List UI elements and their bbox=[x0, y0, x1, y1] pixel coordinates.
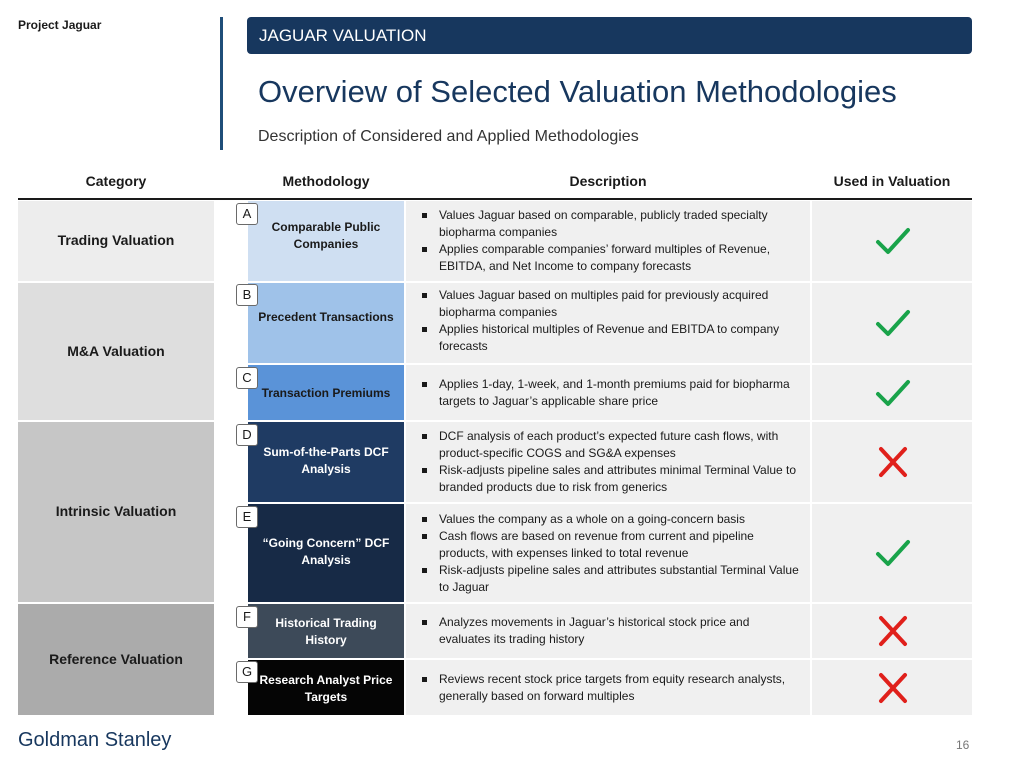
description-bullet: Applies comparable companies’ forward multiples of Revenue, EBITDA, and Net Income to company forecasts bbox=[420, 241, 800, 275]
section-banner bbox=[247, 17, 972, 54]
methodology-letter-badge: G bbox=[236, 661, 258, 683]
methodology-historical-trading-history bbox=[248, 604, 404, 658]
used-in-valuation-cell bbox=[812, 660, 972, 715]
methodology-letter-badge: B bbox=[236, 284, 258, 306]
page-number: 16 bbox=[956, 738, 970, 752]
methodology-sum-of-the-parts-dcf bbox=[248, 422, 404, 502]
description-bullet: Values Jaguar based on multiples paid for previously acquired biopharma companies bbox=[420, 287, 800, 321]
description-cell bbox=[406, 422, 810, 502]
check-icon bbox=[874, 225, 912, 257]
description-bullet: Applies 1-day, 1-week, and 1-month premiums paid for biopharma targets to Jaguar’s applicable share price bbox=[420, 376, 800, 410]
description-list bbox=[406, 376, 810, 410]
used-in-valuation-cell bbox=[812, 365, 972, 420]
description-bullet: Risk-adjusts pipeline sales and attributes minimal Terminal Value to branded products due to risk from generics bbox=[420, 462, 800, 496]
methodology-comparable-public-companies bbox=[248, 201, 404, 281]
project-name: Project Jaguar bbox=[18, 18, 102, 32]
column-header-category: Category bbox=[85, 173, 147, 189]
description-list bbox=[406, 207, 810, 275]
category-label: Reference Valuation bbox=[49, 650, 183, 667]
methodology-label: “Going Concern” DCF Analysis bbox=[262, 536, 390, 567]
check-icon bbox=[874, 377, 912, 409]
check-icon bbox=[874, 537, 912, 569]
used-in-valuation-cell bbox=[812, 504, 972, 602]
description-bullet: Reviews recent stock price targets from equity research analysts, generally based on forward multiples bbox=[420, 671, 800, 705]
methodology-letter-badge: C bbox=[236, 367, 258, 389]
category-reference-valuation bbox=[18, 604, 214, 715]
footer-brand: Goldman Stanley bbox=[18, 729, 172, 751]
used-in-valuation-cell bbox=[812, 283, 972, 363]
category-label: Intrinsic Valuation bbox=[55, 503, 177, 519]
used-in-valuation-cell bbox=[812, 422, 972, 502]
methodology-letter-badge: A bbox=[236, 203, 258, 225]
description-list bbox=[406, 614, 810, 648]
methodology-precedent-transactions bbox=[248, 283, 404, 363]
description-cell bbox=[406, 604, 810, 658]
description-cell bbox=[406, 660, 810, 715]
header-divider bbox=[220, 17, 223, 150]
description-list bbox=[406, 671, 810, 705]
cross-icon bbox=[874, 672, 912, 704]
methodology-label: Comparable Public Companies bbox=[271, 220, 381, 251]
description-list bbox=[406, 287, 810, 355]
methodology-label: Precedent Transactions bbox=[258, 309, 394, 324]
used-in-valuation-cell bbox=[812, 201, 972, 281]
description-bullet: Analyzes movements in Jaguar’s historical stock price and evaluates its trading history bbox=[420, 614, 800, 648]
methodology-going-concern-dcf bbox=[248, 504, 404, 602]
description-cell bbox=[406, 504, 810, 602]
description-cell bbox=[406, 365, 810, 420]
column-header-description: Description bbox=[569, 173, 647, 189]
used-in-valuation-cell bbox=[812, 604, 972, 658]
cross-icon bbox=[874, 446, 912, 478]
category-ma-valuation bbox=[18, 283, 214, 420]
methodology-letter-badge: D bbox=[236, 424, 258, 446]
category-intrinsic-valuation bbox=[18, 422, 214, 602]
cross-icon bbox=[874, 615, 912, 647]
description-list bbox=[406, 428, 810, 496]
description-cell bbox=[406, 201, 810, 281]
description-bullet: Values Jaguar based on comparable, publicly traded specialty biopharma companies bbox=[420, 207, 800, 241]
category-label: Trading Valuation bbox=[57, 232, 175, 248]
category-trading-valuation bbox=[18, 201, 214, 281]
methodology-label: Historical Trading History bbox=[275, 616, 377, 647]
column-header-used: Used in Valuation bbox=[833, 173, 951, 189]
methodology-research-analyst-price-targets bbox=[248, 660, 404, 715]
methodology-label: Sum-of-the-Parts DCF Analysis bbox=[263, 445, 389, 476]
methodology-letter-badge: E bbox=[236, 506, 258, 528]
description-bullet: DCF analysis of each product’s expected future cash flows, with product-specific COGS and SG&A expenses bbox=[420, 428, 800, 462]
methodology-letter-badge: F bbox=[236, 606, 258, 628]
page-title: Overview of Selected Valuation Methodologies bbox=[258, 74, 897, 109]
banner-label: JAGUAR VALUATION bbox=[259, 26, 427, 45]
methodology-label: Transaction Premiums bbox=[261, 386, 391, 400]
header-rule bbox=[18, 198, 972, 200]
description-bullet: Values the company as a whole on a going-concern basis bbox=[420, 511, 800, 528]
description-list bbox=[406, 511, 810, 596]
column-header-methodology: Methodology bbox=[282, 173, 370, 189]
category-label: M&A Valuation bbox=[67, 342, 165, 359]
description-bullet: Risk-adjusts pipeline sales and attributes substantial Terminal Value to Jaguar bbox=[420, 562, 800, 596]
description-bullet: Applies historical multiples of Revenue and EBITDA to company forecasts bbox=[420, 321, 800, 355]
methodology-transaction-premiums bbox=[248, 365, 404, 420]
check-icon bbox=[874, 307, 912, 339]
methodology-label: Research Analyst Price Targets bbox=[259, 672, 393, 704]
page-subtitle: Description of Considered and Applied Methodologies bbox=[258, 128, 639, 145]
description-cell bbox=[406, 283, 810, 363]
description-bullet: Cash flows are based on revenue from current and pipeline products, with expenses linked to total revenue bbox=[420, 528, 800, 562]
